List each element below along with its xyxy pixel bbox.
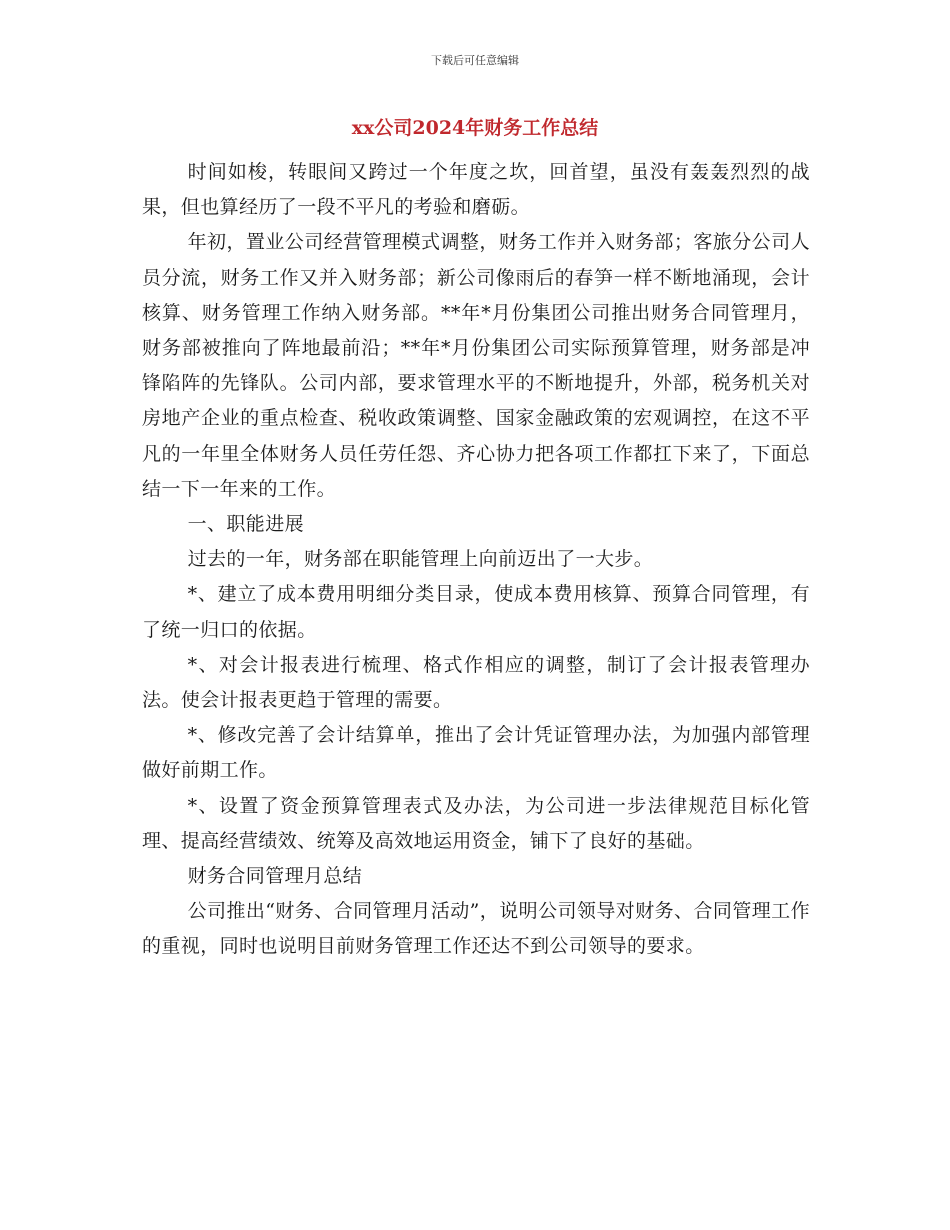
list-item-budget-forms: *、设置了资金预算管理表式及办法，为公司进一步法律规范目标化管理、提高经营绩效、统筹及高效地运用资金，铺下了良好的基础。: [142, 794, 810, 852]
paragraph-functions-summary: 过去的一年，财务部在职能管理上向前迈出了一大步。: [187, 548, 654, 571]
document-body: [142, 155, 810, 965]
paragraph-overview: 年初，置业公司经营管理模式调整，财务工作并入财务部；客旅分公司人员分流，财务工作又并入财务部；新公司像雨后的春笋一样不断地涌现，会计核算、财务管理工作纳入财务部。**年*月份集团公司推出财务合同管理月，财务部被推向了阵地最前沿；**年*月份集团公司实际预算管理，财务部是冲锋陷阵的先锋队。公司内部，要求管理水平的不断地提升，外部，税务机关对房地产企业的重点检查、税收政策调整、国家金融政策的宏观调控，在这不平凡的一年里全体财务人员任劳任怨、齐心协力把各项工作都扛下来了，下面总结一下一年来的工作。: [142, 231, 810, 500]
section-heading-functions: 一、职能进展: [187, 513, 304, 536]
list-item-settlement-sheet: *、修改完善了会计结算单，推出了会计凭证管理办法，为加强内部管理做好前期工作。: [142, 724, 810, 782]
section-heading-contract-month: 财务合同管理月总结: [187, 865, 363, 888]
paragraph-contract-month: 公司推出“财务、合同管理月活动”，说明公司领导对财务、合同管理工作的重视，同时也说明目前财务管理工作还达不到公司领导的要求。: [142, 900, 810, 958]
document-title: xx公司2024年财务工作总结: [351, 117, 599, 139]
header-note: 下载后可任意编辑: [431, 54, 519, 67]
list-item-cost-catalog: *、建立了成本费用明细分类目录，使成本费用核算、预算合同管理，有了统一归口的依据。: [142, 583, 810, 641]
list-item-report-format: *、对会计报表进行梳理、格式作相应的调整，制订了会计报表管理办法。使会计报表更趋于管理的需要。: [142, 653, 810, 712]
paragraph-intro: 时间如梭，转眼间又跨过一个年度之坎，回首望，虽没有轰轰烈烈的战果，但也算经历了一段不平凡的考验和磨砺。: [142, 161, 810, 219]
